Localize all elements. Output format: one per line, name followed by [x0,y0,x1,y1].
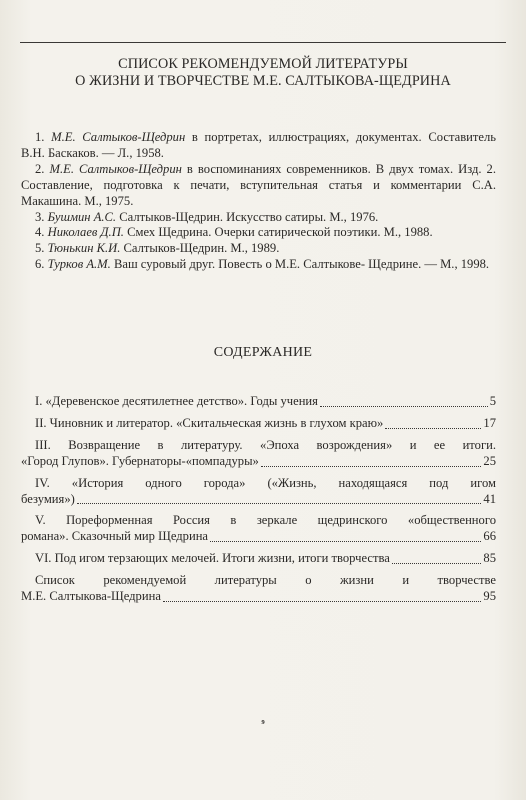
bibliography-item-author: Бушмин А.С. [47,209,117,224]
bibliography-item [21,241,496,257]
toc-leader-dots [261,466,482,467]
toc-entry-title: романа». Сказочный мир Щедрина [21,529,209,544]
toc-entry-title: «Город Глупов». Губернаторы-«помпадуры» [21,453,259,468]
table-of-contents [21,394,496,611]
top-rule [20,42,506,43]
bibliography-item-text: томах. Изд. 2. Составление, подготовка к печати, вступительная статья [21,161,496,192]
bibliography-item-text: в портретах, иллюстрациях, документах. [185,130,422,144]
toc-page-number: 66 [483,529,496,544]
bibliography-item-author: М.Е. Салтыков-Щедрин [51,130,186,144]
toc-entry-text: III. Возвращение в литературу. «Эпоха возрождения» и ее итоги. [35,437,496,452]
bibliography-item-number: 4. [35,225,48,240]
toc-page-number: 17 [483,415,496,430]
bibliography-item-author: Тюнькин К.И. [47,241,121,256]
bibliography-item-text: Салтыков-Щедрин. М., 1989. [120,241,280,256]
bibliography-item-text: и комментарии С.А. Макашина. М., 1975. [21,177,496,208]
toc-page-number: 25 [483,453,496,468]
toc-entry-title: безумия») [21,491,75,506]
toc-page-number: 95 [483,589,496,604]
bibliography-item [21,225,496,241]
bibliography-item-author: Турков А.М. [47,257,111,272]
bibliography-item-number: 3. [35,209,48,224]
bibliography-item-text: Ваш суровый друг. Повесть о М.Е. Салтыкове- [110,257,366,272]
toc-entry-title: VI. Под игом терзающих мелочей. Итоги жизни, итоги творчества [35,551,390,566]
toc-entry-title: I. «Деревенское десятилетнее детство». Годы учения [35,394,318,408]
bibliography-item-text: Смех Щедрина. Очерки сатирической поэтики. М., [123,225,402,240]
toc-page-number: 5 [489,394,496,408]
toc-entry-title: II. Чиновник и литератор. «Скитальческая жизнь в глухом краю» [35,415,384,430]
toc-entry[interactable] [21,551,496,567]
bibliography-heading [20,56,506,90]
toc-entry[interactable] [21,438,496,470]
toc-title: СОДЕРЖАНИЕ [213,345,313,360]
bibliography-item-text: Щедрине. — М., 1998. [365,257,490,272]
toc-entry[interactable] [21,476,496,508]
toc-leader-dots [210,541,481,542]
bibliography-item-text: Составитель В.Н. Баскаков. — Л., 1958. [21,130,496,160]
toc-entry[interactable] [21,416,496,432]
toc-leader-dots [163,601,481,602]
bibliography-item-author: М.Е. Салтыков-Щедрин [49,161,182,176]
toc-entry[interactable] [21,394,496,410]
bibliography-item [21,210,496,226]
bibliography-item-text: 1988. [401,225,433,240]
toc-leader-dots [392,563,482,564]
toc-entry-text: V. Пореформенная Россия в зеркале щедринского «общественного [35,513,496,528]
bibliography-item-number: 6. [35,257,48,272]
toc-page-number: 41 [483,491,496,506]
toc-entry[interactable] [21,513,496,545]
bibliography-item-text: Салтыков-Щедрин. Искусство сатиры. М., 1976. [116,209,379,224]
bibliography-list [21,130,496,273]
heading-line-2: О ЖИЗНИ И ТВОРЧЕСТВЕ М.Е. САЛТЫКОВА-ЩЕДРИНА [75,73,451,89]
toc-entry-title: М.Е. Салтыкова-Щедрина [21,589,161,604]
toc-entry-text: IV. «История одного города» («Жизнь, находящаяся под игом [35,475,496,490]
heading-line-1: СПИСОК РЕКОМЕНДУЕМОЙ ЛИТЕРАТУРЫ [118,56,408,72]
toc-page-number: 85 [483,551,496,566]
toc-entry-text: Список рекомендуемой литературы о жизни и творчестве [35,573,496,588]
bibliography-item-number: 2. [35,161,50,176]
bibliography-item-number: 1. [35,130,52,144]
bibliography-item-number: 5. [35,241,48,256]
bibliography-item-author: Николаев Д.П. [47,225,124,240]
page-folio-mark: ⁹ [261,718,265,730]
toc-leader-dots [320,406,488,407]
bibliography-item [21,130,496,162]
toc-leader-dots [77,503,482,504]
bibliography-item [21,162,496,210]
toc-leader-dots [385,428,481,429]
bibliography-item [21,257,496,273]
bibliography-item-text: в воспоминаниях современников. В двух [181,161,414,176]
toc-entry[interactable] [21,573,496,605]
